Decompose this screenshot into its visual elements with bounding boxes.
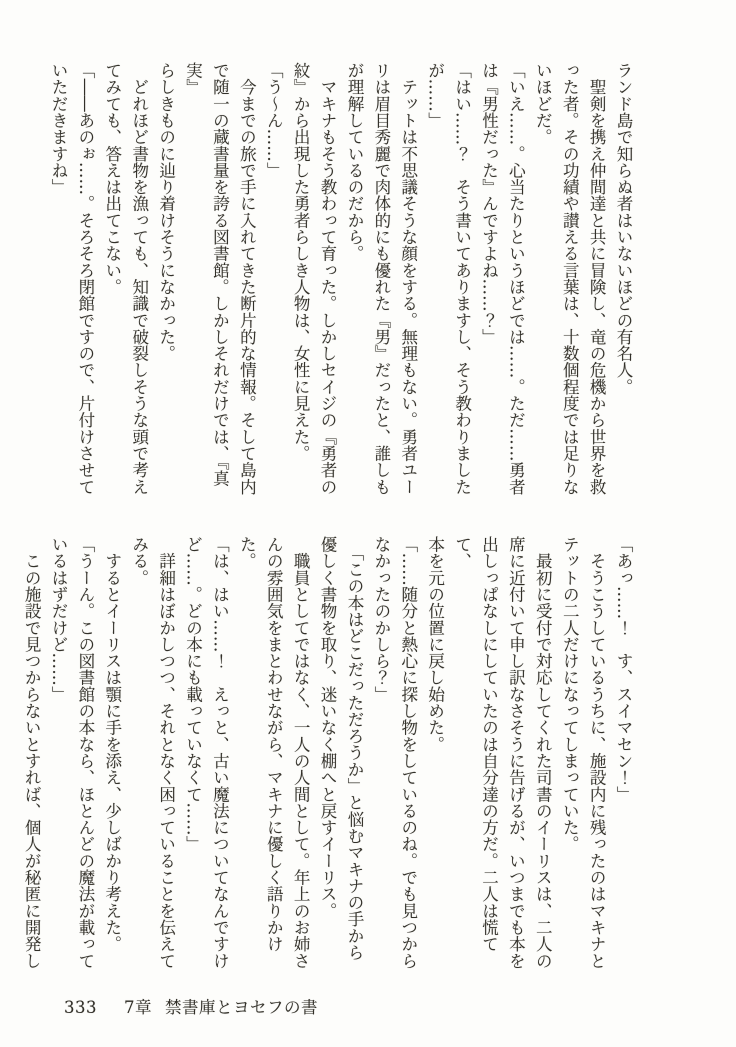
text-column: いただきますね」 (48, 62, 68, 196)
text-column: するとイーリスは顎に手を添え、少しばかり考えた。 (102, 536, 122, 953)
text-column: テットの二人だけになってしまっていた。 (560, 536, 580, 853)
text-column: んの雰囲気をまとわせながら、マキナに優しく語りかけた。 (237, 536, 284, 953)
page-footer (64, 994, 318, 1018)
text-column: マキナもそう教わって育った。しかしセイジの『勇者の (318, 62, 338, 495)
page-number: 333 (64, 998, 97, 1017)
text-block-bottom (17, 536, 636, 974)
text-column: 出しっぱなしにしていたのは自分達の方だ。二人は慌てて、 (452, 536, 499, 953)
text-column: 優しく書物を取り、迷いなく棚へと戻すイーリス。 (318, 536, 338, 919)
text-block-top (44, 62, 636, 500)
text-column: は『男性だった』んですよね……？」 (479, 62, 499, 346)
text-column: 聖剣を携え仲間達と共に冒険し、竜の危機から世界を救 (587, 62, 607, 495)
text-column: リは眉目秀麗で肉体的にも優れた『男』だったと、誰しも (371, 62, 391, 495)
text-column: 「は、はい……！ えっと、古い魔法についてなんですけ (210, 536, 230, 969)
text-column: みる。 (129, 536, 149, 586)
text-column: てみても、答えは出てこない。 (102, 62, 122, 296)
text-column: 詳細はぼかしつつ、それとなく困っていることを伝えて (156, 536, 176, 969)
text-column: 「――あのぉ……。そろそろ閉館ですので、片付けさせて (75, 62, 95, 495)
chapter-title: 禁書庫とヨセフの書 (165, 998, 318, 1017)
text-column: いほどだ。 (533, 62, 553, 146)
text-column: 「はい……？ そう書いてありますし、そう教わりました (452, 62, 472, 495)
text-column: 「……随分と熱心に探し物をしているのね。でも見つから (398, 536, 418, 969)
text-column: 「う〜ん……」 (264, 62, 284, 179)
text-column: この施設で見つからないとすれば、個人が秘匿に開発し (22, 536, 42, 969)
text-column: どれほど書物を漁っても、知識で破裂しそうな頭で考え (129, 62, 149, 495)
text-column: で随一の蔵書量を誇る図書館。しかしそれだけでは、『真実』 (183, 62, 230, 487)
text-column: らしきものに辿り着けそうになかった。 (156, 62, 176, 362)
text-column: 最初に受付で対応してくれた司書のイーリスは、二人の (533, 536, 553, 969)
text-column: 「いえ……。心当たりというほどでは……。ただ……勇者 (506, 62, 526, 495)
text-column: テットは不思議そうな顔をする。無理もない。勇者ユー (398, 62, 418, 495)
text-column: なかったのかしら？」 (371, 536, 391, 703)
text-column: 職員としてではなく、一人の人間として。年上のお姉さ (291, 536, 311, 969)
text-column: ランド島で知らぬ者はいないほどの有名人。 (614, 62, 633, 395)
text-column: が……」 (425, 62, 445, 129)
text-column: ど……。どの本にも載っていなくて……」 (183, 536, 203, 853)
text-column: 「この本はどこだっただろうか」と悩むマキナの手から (344, 536, 364, 961)
text-column: 席に近付いて申し訳なさそうに告げるが、いつまでも本を (506, 536, 526, 969)
chapter-label: 7章 (124, 998, 152, 1017)
text-column: 紋』から出現した勇者らしき人物は、女性に見えた。 (291, 62, 311, 462)
text-column: った者。その功績や讃える言葉は、十数個程度では足りな (560, 62, 580, 495)
text-column: 今までの旅で手に入れてきた断片的な情報。そして島内 (237, 62, 257, 495)
text-column: そうこうしているうちに、施設内に残ったのはマキナと (587, 536, 607, 969)
text-column: が理解しているのだから。 (344, 62, 364, 262)
text-column: 「うーん。この図書館の本なら、ほとんどの魔法が載って (75, 536, 95, 969)
text-column: いるはずだけど……」 (48, 536, 68, 703)
text-column: 「あっ……！ す、スイマセン！」 (614, 536, 633, 803)
text-column: 本を元の位置に戻し始めた。 (425, 536, 445, 753)
